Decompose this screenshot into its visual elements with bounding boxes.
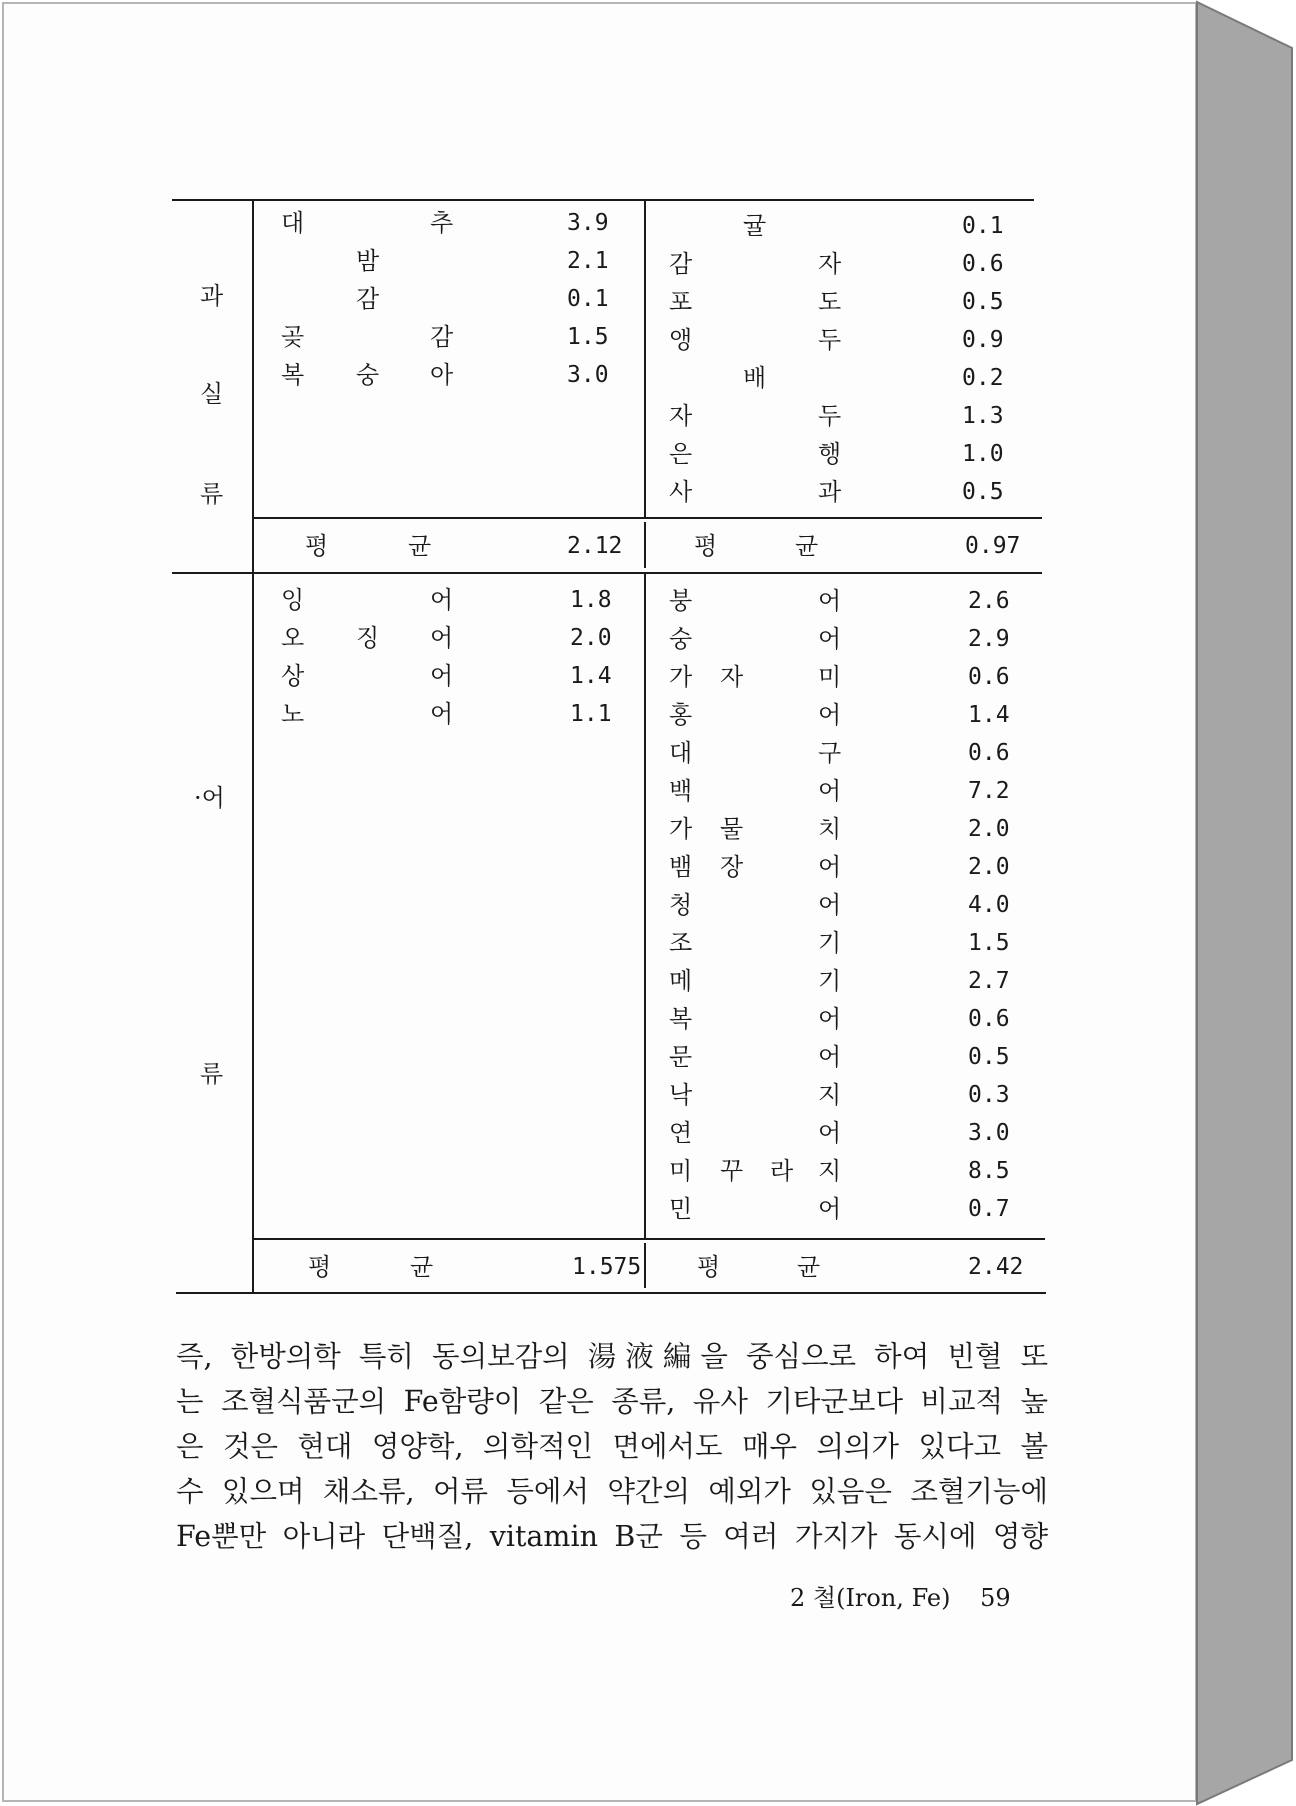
fruit-right-average-label: 균 <box>795 532 819 560</box>
fruit-right-row-char: 앵 <box>669 326 693 354</box>
fish-right-row-char: 라 <box>770 1157 794 1185</box>
fish-avg-rule <box>253 1238 1045 1240</box>
fish-right-row-char: 연 <box>669 1119 693 1147</box>
fruit-left-row-char: 복 <box>281 361 305 389</box>
fruit-left-row-char: 밤 <box>356 247 380 275</box>
paragraph-line: 는 조혈식품군의 Fe함량이 같은 종류, 유사 기타군보다 비교적 높 <box>176 1385 1048 1418</box>
fish-right-row-value: 2.9 <box>968 626 1010 652</box>
fish-right-row-value: 1.4 <box>968 702 1010 728</box>
fruit-left-row-value: 2.1 <box>567 248 609 274</box>
fish-left-row-value: 2.0 <box>570 625 612 651</box>
fruit-category-char: 실 <box>200 380 224 408</box>
fruit-category-char: 류 <box>200 480 224 508</box>
fruit-right-row-char: 은 <box>669 440 693 468</box>
fish-right-row-value: 7.2 <box>968 778 1010 804</box>
fish-right-row-char: 대 <box>669 739 693 767</box>
fruit-left-row-char: 감 <box>430 323 454 351</box>
fruit-right-row-value: 1.3 <box>962 403 1004 429</box>
fish-right-row-char: 구 <box>818 739 842 767</box>
fish-right-row-char: 지 <box>818 1081 842 1109</box>
fish-right-row-char: 숭 <box>669 625 693 653</box>
fish-right-row-value: 0.6 <box>968 1006 1010 1032</box>
fish-right-row-char: 청 <box>669 891 693 919</box>
fish-right-row-char: 메 <box>669 967 693 995</box>
fish-left-row-value: 1.8 <box>570 587 612 613</box>
fruit-left-average-value: 2.12 <box>567 533 623 559</box>
fruit-left-row-value: 3.0 <box>567 362 609 388</box>
fish-right-row-char: 뱀 <box>669 853 693 881</box>
fruit-right-row-char: 배 <box>743 364 767 392</box>
column-divider-fruit <box>644 201 646 517</box>
fish-right-row-char: 복 <box>669 1005 693 1033</box>
column-divider-fruit-avg <box>644 522 646 568</box>
fish-left-average-label: 균 <box>410 1253 434 1281</box>
fruit-right-row-value: 0.2 <box>962 365 1004 391</box>
fruit-left-average-label: 균 <box>408 532 432 560</box>
fish-right-row-char: 낙 <box>669 1081 693 1109</box>
body-paragraph <box>176 1334 1048 1559</box>
fruit-right-row-char: 자 <box>818 250 842 278</box>
fish-left-row-char: 어 <box>430 700 454 728</box>
fish-left-row-value: 1.1 <box>570 701 612 727</box>
fruit-right-row-char: 사 <box>669 478 693 506</box>
fish-category-char: 류 <box>200 1060 224 1088</box>
fruit-left-row-char: 아 <box>430 361 454 389</box>
fish-right-row-value: 2.6 <box>968 588 1010 614</box>
table-bottom-rule <box>176 1292 1046 1294</box>
paragraph-line: 수 있으며 채소류, 어류 등에서 약간의 예외가 있음은 조혈기능에 <box>176 1475 1048 1508</box>
fruit-right-average-value: 0.97 <box>965 533 1021 559</box>
fish-right-row-char: 홍 <box>669 701 693 729</box>
fish-right-average-label: 평 <box>697 1253 721 1281</box>
fish-right-row-char: 어 <box>818 1195 842 1223</box>
fish-right-row-char: 어 <box>818 853 842 881</box>
column-divider-fish-avg <box>644 1243 646 1288</box>
fish-right-row-char: 미 <box>818 663 842 691</box>
fish-right-row-char: 가 <box>669 815 693 843</box>
fish-right-row-char: 장 <box>720 853 744 881</box>
fruit-left-row-char: 추 <box>430 209 454 237</box>
fish-right-row-char: 어 <box>818 1043 842 1071</box>
fish-left-average-value: 1.575 <box>572 1254 642 1280</box>
fruit-left-row-char: 감 <box>356 285 380 313</box>
fish-right-row-char: 자 <box>720 663 744 691</box>
fish-left-row-char: 어 <box>430 624 454 652</box>
fish-left-row-char: 어 <box>430 662 454 690</box>
fruit-avg-rule <box>253 517 1042 519</box>
fruit-right-row-char: 두 <box>818 326 842 354</box>
fruit-right-row-value: 0.6 <box>962 251 1004 277</box>
fruit-right-row-value: 1.0 <box>962 441 1004 467</box>
fruit-left-row-value: 1.5 <box>567 324 609 350</box>
fish-right-row-char: 미 <box>669 1157 693 1185</box>
fish-right-row-value: 0.7 <box>968 1196 1010 1222</box>
fish-right-row-char: 어 <box>818 625 842 653</box>
fish-right-row-char: 백 <box>669 777 693 805</box>
fruit-left-row-value: 0.1 <box>567 286 609 312</box>
fish-right-row-char: 기 <box>818 929 842 957</box>
fish-right-row-value: 0.3 <box>968 1082 1010 1108</box>
fish-right-row-char: 꾸 <box>720 1157 744 1185</box>
fish-right-row-value: 0.6 <box>968 740 1010 766</box>
fish-right-row-value: 2.0 <box>968 816 1010 842</box>
fruit-left-row-char: 대 <box>281 209 305 237</box>
fruit-right-row-value: 0.5 <box>962 289 1004 315</box>
page-number: 59 <box>980 1584 1011 1612</box>
fish-right-row-value: 1.5 <box>968 930 1010 956</box>
fish-right-row-value: 8.5 <box>968 1158 1010 1184</box>
fish-right-row-char: 어 <box>818 701 842 729</box>
fruit-left-row-char: 곶 <box>281 323 305 351</box>
fish-left-row-char: 오 <box>281 624 305 652</box>
fish-right-row-char: 치 <box>818 815 842 843</box>
fish-right-row-value: 4.0 <box>968 892 1010 918</box>
fish-right-row-char: 가 <box>669 663 693 691</box>
fruit-right-row-char: 자 <box>669 402 693 430</box>
fish-right-row-char: 붕 <box>669 587 693 615</box>
fish-right-row-value: 0.6 <box>968 664 1010 690</box>
fish-left-row-char: 징 <box>356 624 380 652</box>
fish-right-row-value: 0.5 <box>968 1044 1010 1070</box>
fish-right-row-value: 2.7 <box>968 968 1010 994</box>
fish-right-row-char: 어 <box>818 777 842 805</box>
fish-right-row-char: 조 <box>669 929 693 957</box>
fish-right-row-char: 물 <box>720 815 744 843</box>
fruit-right-row-char: 두 <box>818 402 842 430</box>
fish-left-average-label: 평 <box>308 1253 332 1281</box>
fruit-right-row-value: 0.9 <box>962 327 1004 353</box>
fish-right-row-char: 어 <box>818 587 842 615</box>
running-header-section: 2 철(Iron, Fe) <box>790 1584 951 1612</box>
fish-category-char: ·어 <box>194 784 225 812</box>
paragraph-line: 은 것은 현대 영양학, 의학적인 면에서도 매우 의의가 있다고 볼 <box>176 1430 1048 1463</box>
page-edge-face <box>1197 2 1292 1804</box>
category-divider-fish <box>252 574 254 1292</box>
fish-left-row-value: 1.4 <box>570 663 612 689</box>
fish-right-row-char: 어 <box>818 1005 842 1033</box>
fruit-left-row-char: 숭 <box>356 361 380 389</box>
fruit-right-row-value: 0.1 <box>962 213 1004 239</box>
fish-right-row-char: 문 <box>669 1043 693 1071</box>
fish-left-row-char: 어 <box>430 586 454 614</box>
fruit-right-row-char: 포 <box>669 288 693 316</box>
paragraph-line: Fe뿐만 아니라 단백질, vitamin B군 등 여러 가지가 동시에 영향 <box>176 1520 1048 1553</box>
fish-right-average-value: 2.42 <box>968 1254 1024 1280</box>
fish-left-row-char: 상 <box>281 662 305 690</box>
fruit-left-row-value: 3.9 <box>567 210 609 236</box>
fish-left-row-char: 노 <box>281 700 305 728</box>
column-divider-fish <box>644 574 646 1238</box>
fruit-right-row-char: 감 <box>669 250 693 278</box>
fruit-category-char: 과 <box>200 282 224 310</box>
table-top-rule <box>172 199 1034 201</box>
fruit-right-row-char: 귤 <box>743 212 767 240</box>
fruit-left-average-label: 평 <box>305 532 329 560</box>
fruit-right-row-value: 0.5 <box>962 479 1004 505</box>
fish-left-row-char: 잉 <box>281 586 305 614</box>
fish-right-row-char: 어 <box>818 1119 842 1147</box>
fish-right-row-char: 민 <box>669 1195 693 1223</box>
category-divider-fruit <box>252 201 254 572</box>
fish-right-row-value: 3.0 <box>968 1120 1010 1146</box>
page-footer <box>790 1578 1011 1613</box>
fruit-right-row-char: 도 <box>818 288 842 316</box>
fruit-right-row-char: 행 <box>818 440 842 468</box>
fruit-right-average-label: 평 <box>694 532 718 560</box>
fish-right-row-char: 지 <box>818 1157 842 1185</box>
fish-right-row-char: 어 <box>818 891 842 919</box>
paragraph-line: 즉, 한방의학 특히 동의보감의 湯液編을 중심으로 하여 빈혈 또 <box>176 1340 1048 1373</box>
fruit-right-row-char: 과 <box>818 478 842 506</box>
fish-right-row-value: 2.0 <box>968 854 1010 880</box>
fish-right-average-label: 균 <box>797 1253 821 1281</box>
fish-right-row-char: 기 <box>818 967 842 995</box>
fruit-bottom-rule <box>172 572 1042 574</box>
